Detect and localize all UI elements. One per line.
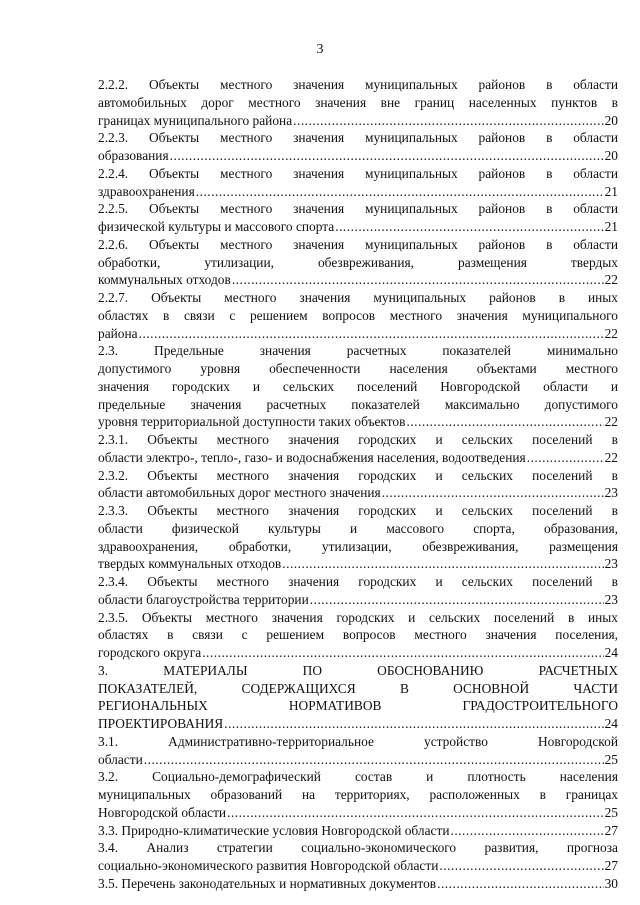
dot-leader bbox=[406, 413, 603, 431]
toc-entry-last-line bbox=[98, 804, 618, 822]
dot-leader bbox=[196, 183, 604, 201]
toc-entry-text: границах муниципального района bbox=[98, 112, 293, 128]
toc-entry[interactable] bbox=[98, 129, 618, 165]
toc-entry-text: области автомобильных дорог местного значения bbox=[98, 485, 381, 501]
toc-entry-text: социально-экономического развития Новгородской области bbox=[98, 858, 439, 873]
toc-entry-text: твердых коммунальных отходов bbox=[98, 556, 282, 572]
toc-entry-last-line bbox=[98, 183, 618, 201]
toc-entry-text: 3.5. Перечень законодательных и нормативных документов bbox=[98, 875, 437, 891]
toc-entry-line: 2.2.6. Объекты местного значения муниципальных районов в области bbox=[98, 236, 618, 252]
toc-entry-line: 2.2.5. Объекты местного значения муниципальных районов в области bbox=[98, 201, 618, 217]
dot-leader bbox=[139, 325, 604, 343]
toc-entry[interactable] bbox=[98, 768, 618, 821]
toc-entry-line: областях в связи с решением вопросов местного значения поселения, bbox=[98, 627, 618, 643]
toc-entry-line: обработки, утилизации, обезвреживания, размещения твердых bbox=[98, 254, 618, 270]
toc-entry-text: ПРОЕКТИРОВАНИЯ bbox=[98, 716, 224, 731]
toc-entry-line: 2.3.5. Объекты местного значения городских и сельских поселений в иных bbox=[98, 609, 618, 625]
toc-entry-text: городского округа bbox=[98, 645, 202, 660]
toc-entry-line: 2.3.1. Объекты местного значения городских и сельских поселений в bbox=[98, 432, 618, 447]
toc-entry-text: области электро-, тепло-, газо- и водоснабжения населения, водоотведения bbox=[98, 449, 526, 465]
toc-entry-text: области bbox=[98, 751, 143, 767]
toc-entry-last-line bbox=[98, 857, 618, 875]
toc-entry-text: коммунальных отходов bbox=[98, 272, 231, 288]
toc-entry-text: области благоустройства территории bbox=[98, 591, 309, 607]
toc-entry-line: здравоохранения, обработки, утилизации, обезвреживания, размещения bbox=[98, 538, 618, 554]
toc-page-number: 20 bbox=[604, 148, 618, 163]
toc-page-number: 22 bbox=[604, 414, 618, 430]
dot-leader bbox=[232, 271, 604, 289]
toc-entry-last-line bbox=[98, 449, 618, 467]
toc-entry-text: уровня территориальной доступности таких объектов bbox=[98, 414, 406, 430]
toc-entry-text: здравоохранения bbox=[98, 183, 195, 199]
toc-entry[interactable] bbox=[98, 502, 618, 573]
toc-entry-last-line bbox=[98, 751, 618, 769]
table-of-contents bbox=[98, 76, 618, 893]
toc-entry-line: 2.3. Предельные значения расчетных показателей минимально bbox=[98, 343, 618, 359]
toc-page-number: 22 bbox=[604, 449, 618, 465]
toc-entry-line: автомобильных дорог местного значения вне границ населенных пунктов в bbox=[98, 94, 618, 110]
toc-entry[interactable] bbox=[98, 573, 618, 609]
toc-entry[interactable] bbox=[98, 609, 618, 662]
toc-entry[interactable] bbox=[98, 165, 618, 201]
toc-page-number: 27 bbox=[604, 858, 618, 873]
toc-entry-line: 2.2.3. Объекты местного значения муниципальных районов в области bbox=[98, 130, 618, 146]
toc-entry[interactable] bbox=[98, 467, 618, 503]
dot-leader bbox=[527, 449, 604, 467]
toc-page-number: 21 bbox=[604, 183, 618, 199]
toc-entry-line: 2.3.4. Объекты местного значения городских и сельских поселений в bbox=[98, 574, 618, 589]
toc-entry-line: области физической культуры и массового спорта, образования, bbox=[98, 520, 618, 536]
toc-page-number: 25 bbox=[604, 804, 618, 820]
toc-entry-last-line bbox=[98, 413, 618, 431]
toc-entry-text: 3.3. Природно-климатические условия Новгородской области bbox=[98, 822, 450, 838]
dot-leader bbox=[437, 875, 604, 893]
toc-entry-last-line bbox=[98, 555, 618, 573]
toc-entry[interactable] bbox=[98, 662, 618, 733]
toc-entry-line: РЕГИОНАЛЬНЫХ НОРМАТИВОВ ГРАДОСТРОИТЕЛЬНОГО bbox=[98, 698, 618, 714]
toc-entry-last-line bbox=[98, 822, 618, 840]
toc-entry-line: 2.2.4. Объекты местного значения муниципальных районов в области bbox=[98, 165, 618, 181]
toc-entry[interactable] bbox=[98, 839, 618, 875]
toc-entry-line: 3.4. Анализ стратегии социально-экономического развития, прогноза bbox=[98, 840, 618, 856]
toc-page-number: 23 bbox=[604, 556, 618, 572]
toc-entry-last-line bbox=[98, 484, 618, 502]
toc-entry[interactable] bbox=[98, 342, 618, 431]
dot-leader bbox=[170, 147, 604, 165]
dot-leader bbox=[439, 857, 603, 875]
toc-entry-line: муниципальных образований на территориях, расположенных в границах bbox=[98, 787, 618, 802]
toc-entry[interactable] bbox=[98, 733, 618, 769]
dot-leader bbox=[202, 644, 603, 662]
toc-page-number: 25 bbox=[604, 751, 618, 767]
toc-entry-line: 3.1. Административно-территориальное устройство Новгородской bbox=[98, 733, 618, 749]
toc-entry-line: 2.2.2. Объекты местного значения муниципальных районов в области bbox=[98, 77, 618, 92]
dot-leader bbox=[382, 484, 604, 502]
toc-entry-last-line bbox=[98, 644, 618, 662]
dot-leader bbox=[224, 715, 603, 733]
toc-entry[interactable] bbox=[98, 236, 618, 289]
toc-page-number: 21 bbox=[604, 219, 618, 234]
toc-page-number: 27 bbox=[604, 822, 618, 838]
toc-entry-last-line bbox=[98, 218, 618, 236]
toc-entry-last-line bbox=[98, 147, 618, 165]
toc-page-number: 30 bbox=[604, 875, 618, 891]
toc-entry-text: района bbox=[98, 325, 138, 341]
dot-leader bbox=[310, 591, 604, 609]
dot-leader bbox=[227, 804, 604, 822]
toc-entry-last-line bbox=[98, 271, 618, 289]
toc-entry-line: 2.3.3. Объекты местного значения городских и сельских поселений в bbox=[98, 503, 618, 518]
toc-entry-line: 2.2.7. Объекты местного значения муниципальных районов в иных bbox=[98, 290, 618, 305]
toc-entry-last-line bbox=[98, 325, 618, 343]
dot-leader bbox=[144, 751, 604, 769]
toc-entry-line: значения городских и сельских поселений Новгородской области и bbox=[98, 378, 618, 394]
toc-page-number: 24 bbox=[604, 716, 618, 731]
dot-leader bbox=[335, 218, 603, 236]
toc-entry-line: областях в связи с решением вопросов местного значения муниципального bbox=[98, 307, 618, 323]
toc-page-number: 22 bbox=[604, 272, 618, 288]
toc-entry-last-line bbox=[98, 112, 618, 130]
toc-entry[interactable] bbox=[98, 76, 618, 129]
toc-entry-text: образования bbox=[98, 148, 169, 163]
toc-entry-last-line bbox=[98, 591, 618, 609]
toc-entry[interactable] bbox=[98, 431, 618, 467]
toc-entry-line: ПОКАЗАТЕЛЕЙ, СОДЕРЖАЩИХСЯ В ОСНОВНОЙ ЧАСТИ bbox=[98, 680, 618, 696]
toc-entry-last-line bbox=[98, 715, 618, 733]
toc-entry[interactable] bbox=[98, 822, 618, 840]
toc-entry-line: 2.3.2. Объекты местного значения городских и сельских поселений в bbox=[98, 467, 618, 483]
toc-entry-last-line bbox=[98, 875, 618, 893]
dot-leader bbox=[450, 822, 603, 840]
toc-entry-line: предельные значения расчетных показателей максимально допустимого bbox=[98, 396, 618, 412]
toc-page-number: 23 bbox=[604, 591, 618, 607]
toc-entry-line: 3. МАТЕРИАЛЫ ПО ОБОСНОВАНИЮ РАСЧЕТНЫХ bbox=[98, 662, 618, 678]
toc-entry-line: 3.2. Социально-демографический состав и плотность населения bbox=[98, 769, 618, 785]
toc-entry[interactable] bbox=[98, 289, 618, 342]
toc-page-number: 23 bbox=[604, 485, 618, 501]
toc-entry-text: Новгородской области bbox=[98, 804, 227, 820]
page-number: 3 bbox=[316, 42, 324, 57]
toc-entry[interactable] bbox=[98, 200, 618, 236]
toc-page-number: 22 bbox=[604, 325, 618, 341]
dot-leader bbox=[293, 112, 603, 130]
dot-leader bbox=[282, 555, 603, 573]
toc-entry[interactable] bbox=[98, 875, 618, 893]
toc-entry-text: физической культуры и массового спорта bbox=[98, 219, 335, 234]
toc-entry-line: допустимого уровня обеспеченности населения объектами местного bbox=[98, 361, 618, 376]
toc-page-number: 24 bbox=[604, 645, 618, 660]
toc-page-number: 20 bbox=[604, 112, 618, 128]
